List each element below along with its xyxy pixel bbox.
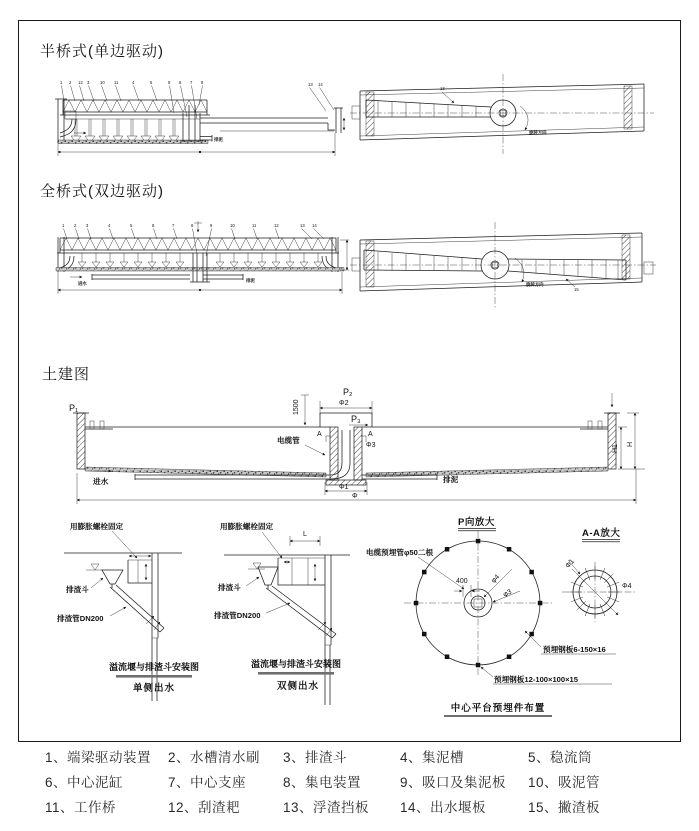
detail2-l-dim — [290, 531, 320, 546]
full-plan-callout: 15 — [574, 287, 579, 292]
svg-text:12: 12 — [274, 223, 279, 228]
svg-text:H1: H1 — [612, 444, 619, 453]
full-elev-sludge-pipe — [70, 274, 255, 287]
half-bridge-elevation-drawing — [50, 75, 345, 170]
svg-text:6: 6 — [191, 223, 194, 228]
legend-item-3: 3、排渣斗 — [283, 750, 348, 765]
half-elev-suction-pipes — [71, 119, 179, 143]
detail2-weir-box — [278, 558, 325, 585]
label-phi3: Φ3 — [366, 442, 376, 449]
detail1-caption: 溢流堰与排渣斗安装图 — [108, 662, 200, 672]
svg-text:P₃: P₃ — [351, 414, 361, 424]
expansion-bolt-note: 用膨胀螺栓固定 — [70, 522, 124, 531]
legend-item-8: 8、集电装置 — [283, 775, 362, 790]
aa-phi4-label: Φ4 — [622, 583, 632, 590]
detail1-pipe — [110, 585, 164, 632]
section-a-right: A — [368, 431, 373, 438]
cable-pipe-label: 电缆管 — [277, 436, 300, 445]
civil-dim-1500 — [293, 395, 309, 425]
detail2-pipe — [266, 586, 336, 638]
cable-embed-label: 电缆预埋管φ50二根 — [366, 548, 434, 557]
civil-h-dims — [612, 393, 645, 469]
aa-ring — [562, 560, 635, 622]
full-plan-centerlines — [350, 222, 656, 308]
svg-text:9: 9 — [168, 80, 171, 85]
aa-view-drawing — [560, 518, 695, 653]
detail2-caption: 溢流堰与排渣斗安装图 — [250, 659, 342, 669]
full-plan-left-arm — [364, 250, 482, 271]
half-elev-truss — [60, 100, 210, 119]
svg-text:8: 8 — [152, 223, 155, 228]
svg-text:5: 5 — [130, 223, 133, 228]
half-elev-callouts — [60, 80, 334, 119]
civil-center-pit — [326, 427, 366, 485]
svg-text:7: 7 — [172, 223, 175, 228]
label-p1: P₁ — [69, 403, 79, 413]
pipe-label: 排渣管DN200 — [57, 614, 104, 623]
svg-text:1: 1 — [60, 80, 63, 85]
svg-text:14: 14 — [318, 82, 323, 87]
svg-text:4: 4 — [132, 80, 135, 85]
civil-p3 — [349, 414, 368, 425]
svg-text:Φ: Φ — [352, 493, 358, 500]
detail2-caption-rule — [258, 672, 334, 675]
legend-item-12: 12、刮渣耙 — [168, 800, 241, 815]
full-elev-truss — [57, 238, 339, 253]
half-plan-rotation — [520, 106, 547, 136]
svg-text:Φ1: Φ1 — [339, 484, 349, 491]
legend-item-14: 14、出水堰板 — [400, 800, 487, 815]
section-a-left: A — [317, 431, 322, 438]
svg-text:2: 2 — [69, 80, 72, 85]
p-view-caption: 中心平台预埋件布置 — [450, 703, 546, 714]
svg-text:9: 9 — [210, 223, 213, 228]
full-elev-pivot-mark — [194, 221, 202, 232]
rotation-direction-label: 旋转方向 — [529, 130, 547, 135]
svg-text:14: 14 — [312, 223, 317, 228]
svg-text:H: H — [627, 441, 634, 447]
hopper-label: 排渣斗 — [66, 585, 89, 594]
half-elev-center-column — [180, 105, 223, 143]
svg-text:13: 13 — [300, 223, 305, 228]
detail1-subcaption: 单侧出水 — [132, 683, 176, 694]
svg-text:1: 1 — [62, 223, 65, 228]
full-inlet-label: 进水 — [78, 281, 87, 286]
detail1-caption-rule — [116, 675, 192, 678]
legend-item-5: 5、稳流筒 — [528, 750, 593, 765]
svg-text:L: L — [303, 531, 307, 538]
plate-a-label: 预埋钢板6-150×16 — [543, 645, 606, 654]
svg-text:5: 5 — [150, 80, 153, 85]
aa-view-title: A-A放大 — [582, 528, 621, 539]
legend-item-10: 10、吸泥管 — [528, 775, 601, 790]
detail2-hopper — [258, 567, 278, 589]
civil-section-marks — [317, 431, 376, 449]
svg-text:3: 3 — [86, 223, 89, 228]
legend-item-7: 7、中心支座 — [168, 775, 247, 790]
civil-title: 土建图 — [42, 366, 91, 383]
svg-text:Φ2: Φ2 — [339, 400, 349, 407]
svg-text:11: 11 — [252, 223, 257, 228]
svg-text:13: 13 — [308, 82, 313, 87]
civil-drawing — [55, 385, 670, 507]
hopper-label: 排渣斗 — [218, 583, 241, 592]
svg-text:10: 10 — [100, 80, 105, 85]
legend-item-11: 11、工作桥 — [45, 800, 117, 815]
aa-phi1-label: Φ1 — [564, 558, 577, 570]
svg-text:φ4: φ4 — [490, 573, 502, 585]
full-elev-suction-pipes — [78, 253, 322, 267]
civil-left-wall — [73, 413, 113, 469]
civil-right-wall — [580, 413, 620, 469]
full-plan-tank — [352, 233, 653, 291]
half-plan-tank — [352, 84, 644, 140]
legend-item-13: 13、浮渣挡板 — [283, 800, 370, 815]
svg-text:11: 11 — [114, 80, 119, 85]
legend-item-15: 15、撇渣板 — [528, 800, 601, 815]
legend-item-6: 6、中心泥缸 — [45, 775, 124, 790]
legend-item-2: 2、水槽清水刷 — [168, 750, 261, 765]
label-p2: P₂ — [343, 387, 353, 397]
civil-floor — [85, 467, 608, 477]
detail2-subcaption: 双侧出水 — [276, 681, 320, 692]
svg-text:8: 8 — [201, 80, 204, 85]
detail2-water-level-icon — [248, 563, 265, 569]
p-view-title: P向放大 — [458, 517, 495, 528]
expansion-bolt-note: 用膨胀螺栓固定 — [220, 522, 274, 531]
svg-text:7: 7 — [190, 80, 193, 85]
p-view-diameter-arrows — [484, 569, 520, 602]
full-bridge-plan-drawing — [352, 220, 657, 315]
plate-b-label: 预埋钢板12-100×100×15 — [494, 675, 579, 684]
half-elev-walkway — [200, 108, 344, 133]
svg-text:400: 400 — [456, 578, 468, 585]
single-outlet-detail-drawing — [50, 508, 220, 708]
full-bridge-title: 全桥式(双边驱动) — [40, 183, 164, 200]
half-elev-left-wall — [55, 99, 86, 143]
svg-text:12: 12 — [78, 80, 83, 85]
detail1-water-level-icon — [86, 564, 103, 570]
half-elev-floor — [58, 140, 208, 144]
parts-legend — [45, 751, 670, 815]
svg-text:4: 4 — [108, 223, 111, 228]
drain-label: 排泥 — [443, 475, 459, 484]
svg-text:1500: 1500 — [293, 399, 300, 415]
half-plan-callout: 13 — [440, 86, 445, 91]
svg-text:6: 6 — [179, 80, 182, 85]
full-bridge-elevation-drawing — [50, 220, 355, 325]
svg-text:10: 10 — [230, 223, 235, 228]
full-elev-floor — [56, 268, 344, 272]
half-plan-centerlines — [350, 74, 654, 154]
rotation-direction-label: 旋转方向 — [526, 282, 544, 287]
half-bridge-title: 半桥式(单边驱动) — [40, 43, 164, 60]
half-bridge-plan-drawing — [352, 70, 652, 165]
half-drain-label: 排泥 — [214, 137, 223, 142]
legend-item-1: 1、端梁驱动装置 — [45, 750, 152, 765]
full-drain-label: 排泥 — [246, 278, 255, 283]
svg-text:3: 3 — [87, 80, 90, 85]
legend-item-9: 9、吸口及集泥板 — [400, 775, 507, 790]
detail1-weir-box — [128, 556, 152, 583]
svg-text:φ3: φ3 — [502, 588, 513, 599]
full-plan-right-arm — [508, 259, 626, 280]
full-elev-dimensions — [58, 240, 349, 294]
pipe-label: 排渣管DN200 — [214, 611, 261, 620]
legend-item-4: 4、集泥槽 — [400, 750, 465, 765]
detail1-hopper — [102, 570, 123, 588]
half-plan-arm — [366, 100, 491, 117]
inlet-label: 进水 — [93, 477, 109, 486]
svg-text:2: 2 — [74, 223, 77, 228]
civil-cable-pipe — [277, 435, 325, 455]
